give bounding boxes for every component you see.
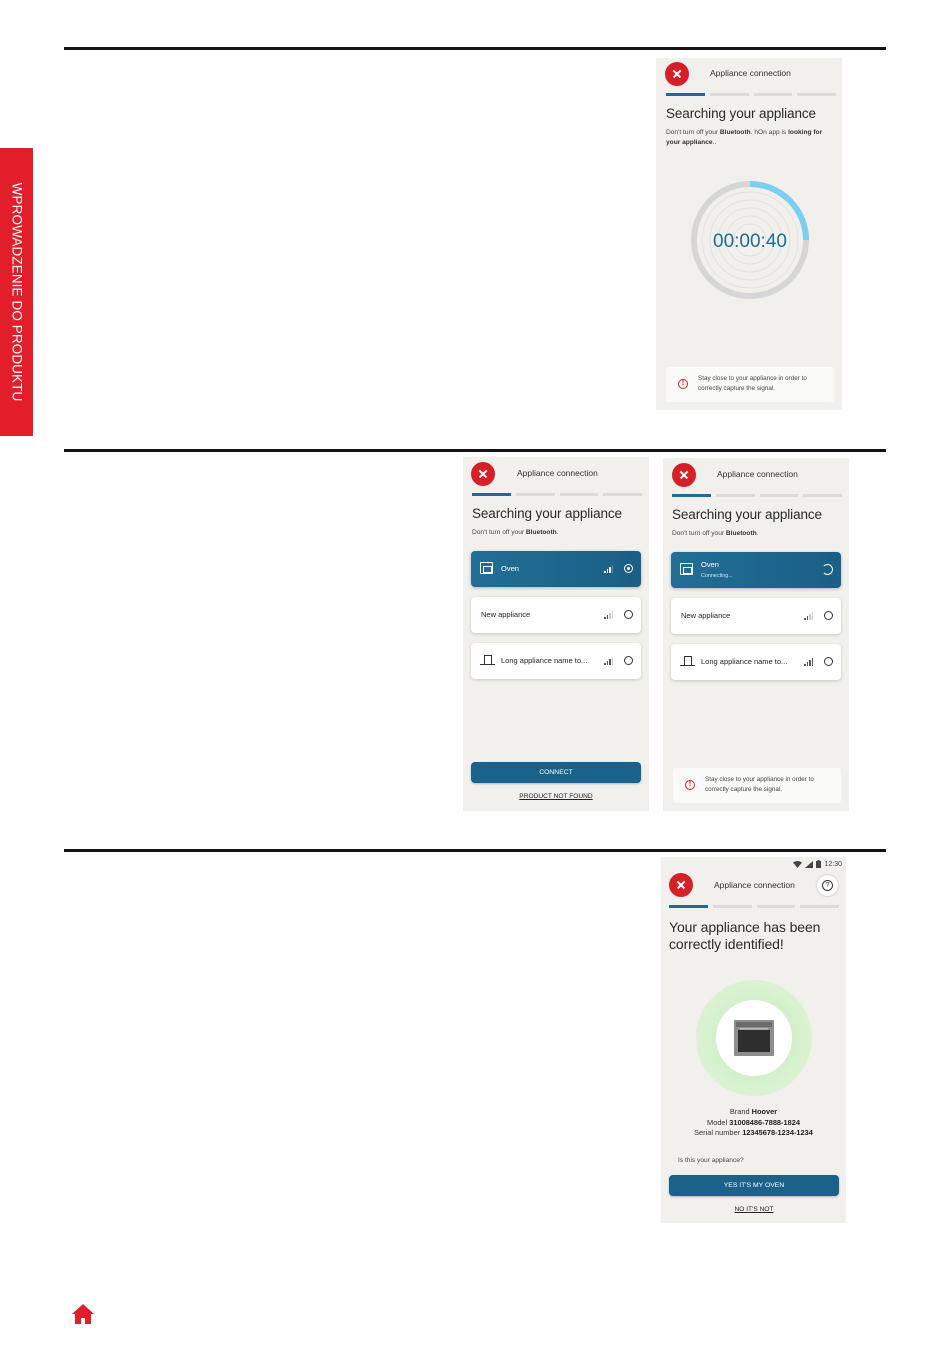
info-box xyxy=(666,367,834,402)
deny-link[interactable]: NO IT'S NOT xyxy=(734,1206,774,1213)
device-card-long-name[interactable] xyxy=(471,643,641,679)
signal-icon xyxy=(804,612,813,620)
wifi-icon xyxy=(793,861,802,868)
device-radio[interactable] xyxy=(824,611,833,620)
screen-device-list xyxy=(463,457,649,811)
close-icon[interactable] xyxy=(471,462,495,486)
section-side-tab xyxy=(0,148,33,436)
screen-connecting xyxy=(663,458,849,811)
progress-indicator xyxy=(666,93,836,96)
device-name: Oven xyxy=(701,560,719,569)
signal-icon xyxy=(804,658,813,666)
oven-icon xyxy=(680,563,693,575)
device-radio[interactable] xyxy=(824,657,833,666)
info-text: Stay close to your appliance in order to correctly capture the signal. xyxy=(705,776,814,793)
device-name: New appliance xyxy=(681,611,731,620)
signal-icon xyxy=(604,565,613,573)
device-radio[interactable] xyxy=(624,656,633,665)
device-name: Long appliance name to... xyxy=(501,656,588,665)
signal-icon xyxy=(604,657,613,665)
oven-icon xyxy=(480,562,493,574)
header-title: Appliance connection xyxy=(717,469,798,479)
device-card-new-appliance[interactable] xyxy=(471,597,641,633)
close-icon[interactable] xyxy=(665,62,689,86)
close-icon[interactable] xyxy=(669,873,693,897)
hood-icon xyxy=(480,655,495,666)
alert-icon: ! xyxy=(678,379,688,389)
page-title: Searching your appliance xyxy=(472,506,622,521)
cell-signal-icon xyxy=(805,861,813,868)
page-title: Searching your appliance xyxy=(666,106,816,121)
page-title: Searching your appliance xyxy=(672,507,822,522)
device-name: Long appliance name to... xyxy=(701,657,788,666)
device-status: Connecting... xyxy=(701,573,733,579)
device-card-new-appliance[interactable] xyxy=(671,598,841,634)
info-box xyxy=(673,768,841,803)
section-divider xyxy=(64,449,886,452)
countdown-timer xyxy=(688,178,812,302)
device-card-oven[interactable] xyxy=(671,552,841,588)
header-title: Appliance connection xyxy=(714,880,795,890)
device-card-long-name[interactable] xyxy=(671,644,841,680)
subtitle: Don't turn off your Bluetooth. xyxy=(672,530,759,537)
model-line: Model 31008486-7888-1824 xyxy=(707,1117,800,1127)
subtitle: Don't turn off your Bluetooth. xyxy=(472,529,559,536)
connect-button[interactable]: CONNECT xyxy=(471,762,641,783)
alert-icon: ! xyxy=(685,780,695,790)
progress-indicator xyxy=(669,905,839,908)
info-text: Stay close to your appliance in order to correctly capture the signal. xyxy=(698,375,807,392)
signal-icon xyxy=(604,611,613,619)
hood-icon xyxy=(680,656,695,667)
appliance-image xyxy=(696,980,812,1096)
screen-identified xyxy=(661,857,846,1223)
device-name: New appliance xyxy=(481,610,531,619)
screen-searching-timer xyxy=(656,58,842,410)
appliance-details xyxy=(661,1107,846,1139)
home-icon[interactable] xyxy=(71,1303,95,1325)
device-radio[interactable] xyxy=(624,610,633,619)
close-icon[interactable] xyxy=(672,463,696,487)
section-title: WPROWADZENIE DO PRODUKTU xyxy=(9,182,24,402)
brand-line: Brand Hoover xyxy=(729,1107,778,1116)
product-not-found-link[interactable]: PRODUCT NOT FOUND xyxy=(519,793,593,800)
header-title: Appliance connection xyxy=(517,468,598,478)
progress-indicator xyxy=(672,494,842,497)
page-title: Your appliance has been correctly identified! xyxy=(669,919,821,952)
progress-indicator xyxy=(472,493,642,496)
status-bar xyxy=(793,859,842,869)
device-radio[interactable] xyxy=(624,564,633,573)
confirm-question: Is this your appliance? xyxy=(678,1157,744,1164)
device-card-oven[interactable] xyxy=(471,551,641,587)
oven-icon xyxy=(734,1020,774,1056)
confirm-oven-button[interactable]: YES IT'S MY OVEN xyxy=(669,1175,839,1196)
serial-line: Serial number 12345678-1234-1234 xyxy=(694,1128,813,1137)
section-divider xyxy=(64,849,886,852)
battery-icon xyxy=(816,860,821,868)
status-time: 12:30 xyxy=(824,860,842,868)
header-title: Appliance connection xyxy=(710,68,791,78)
subtitle: Don't turn off your Bluetooth. hOn app is looking for your appliance.. xyxy=(666,129,823,146)
section-divider xyxy=(64,47,886,50)
loading-spinner-icon xyxy=(822,564,833,575)
help-icon[interactable]: ? xyxy=(817,875,838,896)
timer-value: 00:00:40 xyxy=(713,231,787,252)
device-name: Oven xyxy=(501,564,519,573)
